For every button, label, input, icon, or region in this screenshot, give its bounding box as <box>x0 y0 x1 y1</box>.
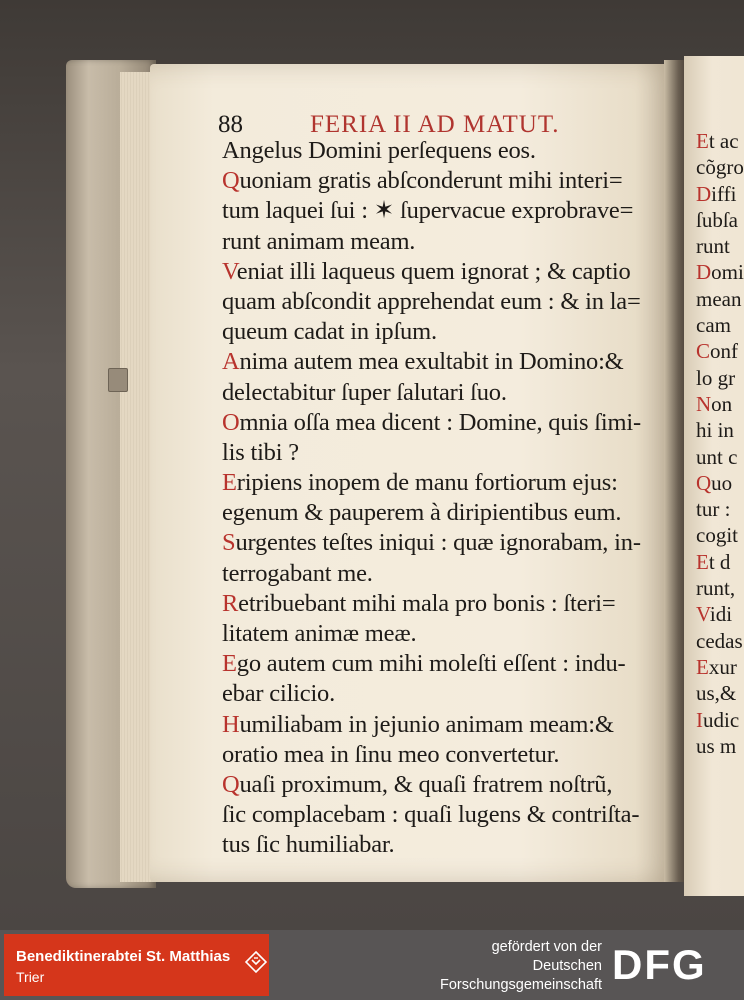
right-text-line <box>696 628 744 654</box>
line-text: egenum & pauperem à diripientibus eum. <box>222 499 622 527</box>
text-line <box>222 619 672 649</box>
text-line <box>222 710 672 740</box>
text-line <box>222 287 672 317</box>
funding-note <box>380 938 602 995</box>
rubric-initial: H <box>222 710 240 738</box>
line-text: cedas <box>696 628 743 653</box>
right-page-text <box>696 128 744 759</box>
right-text-line <box>696 312 744 338</box>
rubric-initial: E <box>696 129 709 153</box>
right-text-line <box>696 417 744 443</box>
line-text: uoniam gratis abſconderunt mihi interi= <box>239 167 623 195</box>
line-text: runt, <box>696 576 736 601</box>
line-text: t d <box>708 549 731 574</box>
rubric-initial: D <box>696 181 712 206</box>
right-text-line <box>696 733 744 759</box>
rubric-initial: V <box>696 602 710 627</box>
line-text: uo <box>711 470 733 495</box>
text-line <box>222 679 672 709</box>
right-text-line <box>696 575 744 601</box>
text-line <box>222 498 672 528</box>
dfg-logo[interactable]: DFG <box>612 941 707 988</box>
right-text-line <box>696 601 744 627</box>
text-line <box>222 589 672 619</box>
right-text-line <box>696 654 744 680</box>
rubric-initial: E <box>696 549 709 574</box>
line-text: go autem cum mihi moleſti eſſent : indu- <box>236 650 626 678</box>
line-text: runt animam meam. <box>222 227 416 255</box>
line-text: runt <box>696 234 730 259</box>
right-text-line <box>696 338 744 364</box>
rubric-initial: C <box>696 339 711 364</box>
clasp-icon <box>108 368 128 392</box>
right-text-line <box>696 207 744 233</box>
line-text: tus ſic humiliabar. <box>222 831 395 859</box>
right-text-line <box>696 444 744 470</box>
page-text <box>222 136 672 861</box>
rubric-initial: O <box>222 408 240 436</box>
line-text: onf <box>710 339 739 364</box>
right-text-line <box>696 680 744 706</box>
line-text: us,& <box>696 681 737 706</box>
text-line <box>222 528 672 558</box>
right-text-line <box>696 470 744 496</box>
text-line <box>222 196 672 226</box>
text-line <box>222 740 672 770</box>
text-line <box>222 559 672 589</box>
line-text: t ac <box>708 129 739 153</box>
text-line <box>222 800 672 830</box>
line-text: hi in <box>696 418 734 443</box>
right-text-line <box>696 391 744 417</box>
institution-city: Trier <box>16 969 45 985</box>
text-line <box>222 770 672 800</box>
text-line <box>222 438 672 468</box>
line-text: urgentes teſtes iniqui : quæ ignorabam, in- <box>235 529 641 557</box>
line-text: iffi <box>711 181 737 206</box>
text-line <box>222 408 672 438</box>
right-text-line <box>696 233 744 259</box>
line-text: ſic complacebam : quaſi lugens & contriſta- <box>222 801 640 829</box>
text-line <box>222 378 672 408</box>
line-text: Angelus Domini perſequens eos. <box>222 137 536 164</box>
line-text: tur : <box>696 497 731 522</box>
line-text: omi <box>711 260 744 285</box>
rubric-initial: S <box>222 529 236 557</box>
right-text-line <box>696 549 744 575</box>
rubric-initial: N <box>696 391 712 416</box>
rubric-initial: D <box>696 260 712 285</box>
text-line <box>222 227 672 257</box>
line-text: idi <box>709 602 733 627</box>
funding-line-1: gefördert von der <box>491 939 602 955</box>
line-text: delectabitur ſuper ſalutari ſuo. <box>222 378 507 406</box>
right-text-line <box>696 154 744 180</box>
right-text-line <box>696 522 744 548</box>
rubric-initial: E <box>696 654 709 679</box>
line-text: on <box>711 391 733 416</box>
right-text-line <box>696 707 744 733</box>
funding-line-2: Deutschen Forschungsgemeinschaft <box>440 958 602 993</box>
line-text: litatem animæ meæ. <box>222 620 417 647</box>
line-text: xur <box>708 654 737 679</box>
institution-name: Benediktinerabtei St. Matthias <box>16 948 231 965</box>
text-line <box>222 830 672 860</box>
line-text: ſubſa <box>696 207 738 232</box>
right-text-line <box>696 365 744 391</box>
text-line <box>222 468 672 498</box>
footer-bar <box>0 930 744 1000</box>
right-text-line <box>696 259 744 285</box>
line-text: uaſi proximum, & quaſi fratrem noſtrũ, <box>239 770 613 798</box>
line-text: eniat illi laqueus quem ignorat ; & captio <box>236 257 631 285</box>
line-text: terrogabant me. <box>222 559 373 587</box>
line-text: lo gr <box>696 365 736 390</box>
rubric-initial: V <box>222 257 237 285</box>
right-text-line <box>696 286 744 312</box>
text-line <box>222 317 672 347</box>
line-text: oratio mea in ſinu meo convertetur. <box>222 740 560 768</box>
rubric-initial: Q <box>696 470 712 495</box>
text-line <box>222 347 672 377</box>
rubric-initial: E <box>222 469 237 497</box>
right-text-line <box>696 128 744 154</box>
line-text: mean <box>696 286 742 311</box>
running-head: FERIA II AD MATUT. <box>310 111 560 138</box>
right-text-line <box>696 496 744 522</box>
line-text: cogit <box>696 523 738 548</box>
line-text: etribuebant mihi mala pro bonis : ſteri= <box>238 589 616 617</box>
page-number: 88 <box>218 111 243 138</box>
right-text-line <box>696 181 744 207</box>
rubric-initial: R <box>222 589 239 617</box>
line-text: cam <box>696 313 731 338</box>
line-text: queum cadat in ipſum. <box>222 318 437 346</box>
line-text: tum laquei ſui : ✶ ſupervacue exprobrave= <box>222 197 634 225</box>
line-text: nima autem mea exultabit in Domino:& <box>239 348 624 376</box>
line-text: unt c <box>696 444 738 469</box>
line-text: udic <box>703 707 740 732</box>
line-text: ripiens inopem de manu fortiorum ejus: <box>236 469 618 497</box>
rubric-initial: Q <box>222 167 240 195</box>
line-text: ebar cilicio. <box>222 680 336 708</box>
line-text: cõgro <box>696 155 744 180</box>
institution-badge[interactable] <box>4 934 269 996</box>
text-line <box>222 257 672 287</box>
text-line <box>222 649 672 679</box>
institution-logo-icon <box>245 951 267 973</box>
text-line <box>222 136 672 166</box>
line-text: quam abſcondit apprehendat eum : & in la= <box>222 287 641 315</box>
line-text: lis tibi ? <box>222 438 299 466</box>
rubric-initial: I <box>696 707 703 732</box>
rubric-initial: E <box>222 650 237 678</box>
rubric-initial: A <box>222 348 240 376</box>
text-line <box>222 166 672 196</box>
rubric-initial: Q <box>222 770 240 798</box>
line-text: mnia oſſa mea dicent : Domine, quis ſimi- <box>239 408 641 436</box>
line-text: umiliabam in jejunio animam meam:& <box>239 710 614 738</box>
line-text: us m <box>696 733 737 758</box>
